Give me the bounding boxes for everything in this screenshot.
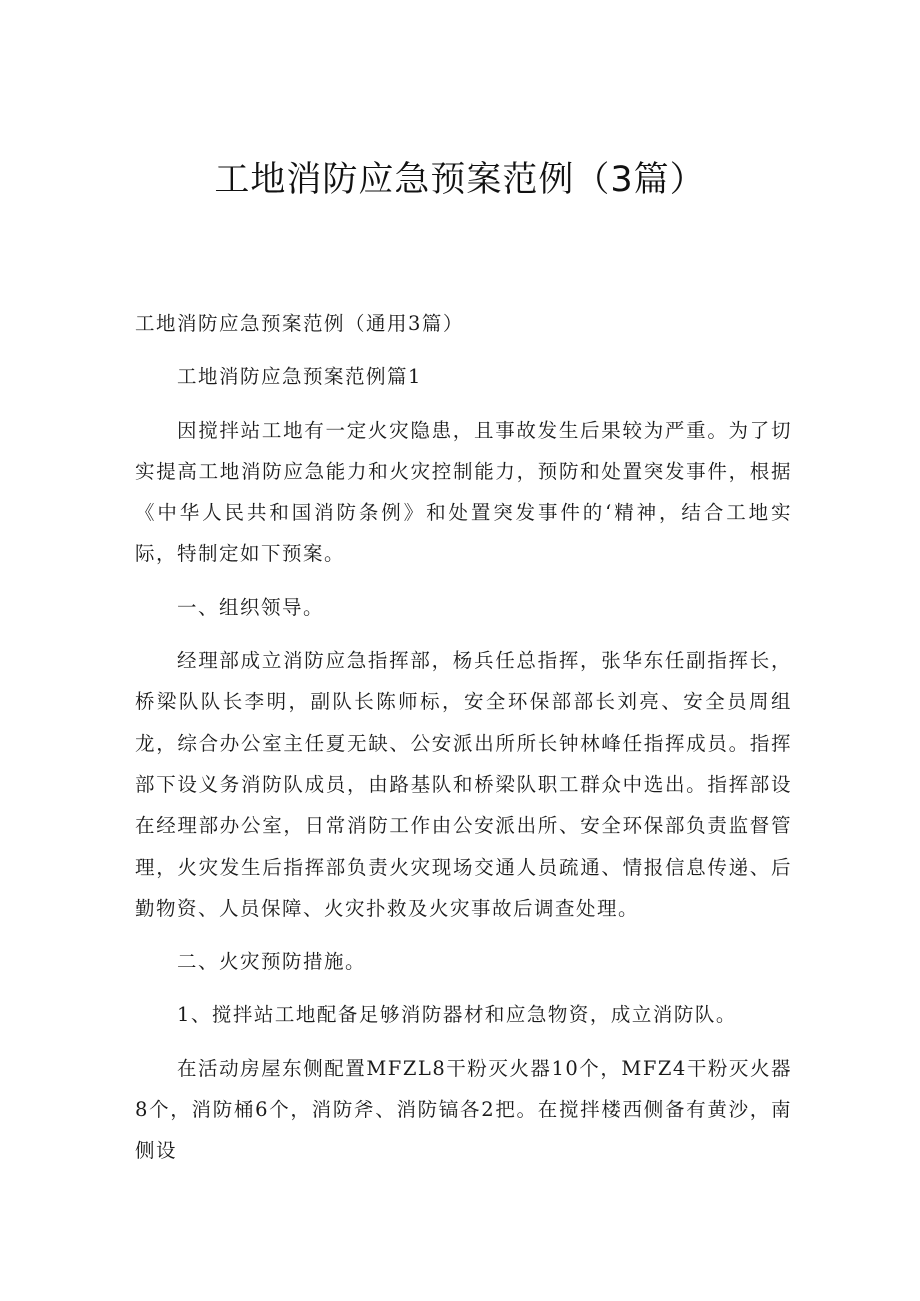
paragraph-equipment: 1、搅拌站工地配备足够消防器材和应急物资，成立消防队。 [177, 1003, 737, 1027]
section-heading: 工地消防应急预案范例篇1 [177, 365, 422, 389]
heading-organization: 一、组织领导。 [177, 595, 325, 619]
document-title: 工地消防应急预案范例（3篇） [214, 160, 706, 200]
paragraph-intro: 因搅拌站工地有一定火灾隐患，且事故发生后果较为严重。为了切实提高工地消防应急能力和火灾控制能力，预防和处置突发事件，根据《中华人民共和国消防条例》和处置突发事件的‘精神，结合工地实际，特制定如下预案。 [135, 418, 792, 566]
document-subtitle: 工地消防应急预案范例（通用3篇） [135, 312, 464, 335]
paragraph-equipment-detail: 在活动房屋东侧配置MFZL8干粉灭火器10个，MFZ4干粉灭火器8个，消防桶6个，消防斧、消防镐各2把。在搅拌楼西侧备有黄沙，南侧设 [135, 1056, 792, 1163]
paragraph-organization: 经理部成立消防应急指挥部，杨兵任总指挥，张华东任副指挥长，桥梁队队长李明，副队长陈师标，安全环保部部长刘亮、安全员周组龙，综合办公室主任夏无缺、公安派出所所长钟林峰任指挥成员。指挥部下设义务消防队成员，由路基队和桥梁队职工群众中选出。指挥部设在经理部办公室，日常消防工作由公安派出所、安全环保部负责监督管理，火灾发生后指挥部负责火灾现场交通人员疏通、情报信息传递、后勤物资、人员保障、火灾扑救及火灾事故后调查处理。 [135, 649, 792, 920]
heading-prevention: 二、火灾预防措施。 [177, 950, 367, 974]
document-body [135, 303, 792, 1184]
